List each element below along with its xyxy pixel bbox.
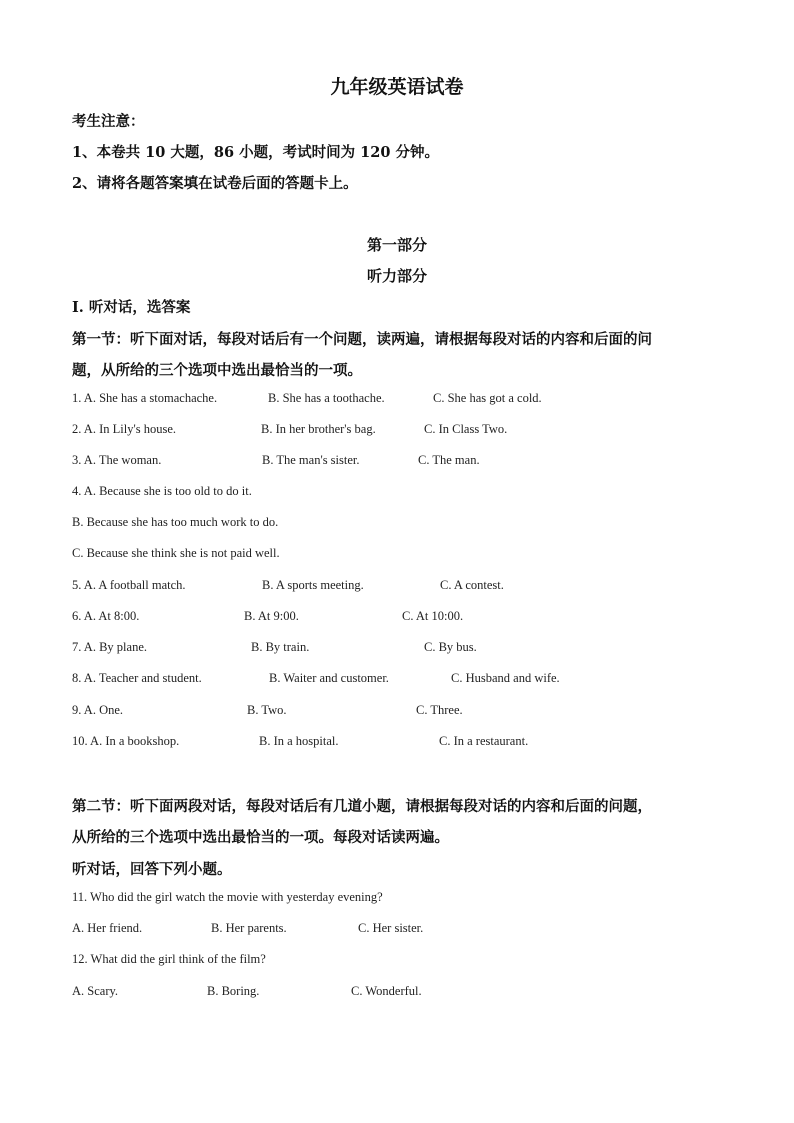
q12-option-c: C. Wonderful. xyxy=(351,984,422,998)
q2-option-c: C. In Class Two. xyxy=(424,422,508,436)
q3-option-a: 3. A. The woman. xyxy=(72,453,162,467)
q12-option-b: B. Boring. xyxy=(207,984,260,998)
q7-option-c: C. By bus. xyxy=(424,640,477,654)
section1-heading: I. 听对话，选答案 xyxy=(72,299,191,316)
q7-option-b: B. By train. xyxy=(251,640,310,654)
q4-option-b: B. Because she has too much work to do. xyxy=(72,515,279,529)
part-name: 第一部分 xyxy=(366,236,427,254)
section1-instruction-line2: 题，从所给的三个选项中选出最恰当的一项。 xyxy=(72,362,362,379)
q12-option-a: A. Scary. xyxy=(72,984,119,998)
q3-option-c: C. The man. xyxy=(418,453,480,467)
q9-option-a: 9. A. One. xyxy=(72,703,124,717)
q1-option-a: 1. A. She has a stomachache. xyxy=(72,391,218,405)
q11-option-b: B. Her parents. xyxy=(211,921,287,935)
notice-item-1: 1、本卷共 10 大题，86 小题，考试时间为 120 分钟。 xyxy=(72,144,439,161)
q8-option-b: B. Waiter and customer. xyxy=(269,671,389,685)
page-title: 九年级英语试卷 xyxy=(330,76,464,98)
section2-instruction-line1: 第二节：听下面两段对话，每段对话后有几道小题，请根据每段对话的内容和后面的问题， xyxy=(72,798,652,815)
section2-sub-heading: 听对话，回答下列小题。 xyxy=(72,861,232,878)
section2-instruction-line2: 从所给的三个选项中选出最恰当的一项。每段对话读两遍。 xyxy=(72,829,449,846)
notice-item-2: 2、请将各题答案填在试卷后面的答题卡上。 xyxy=(72,175,358,192)
notice-heading: 考生注意： xyxy=(72,113,145,130)
q12-question: 12. What did the girl think of the film? xyxy=(72,952,266,966)
q10-option-c: C. In a restaurant. xyxy=(439,734,529,748)
q10-option-a: 10. A. In a bookshop. xyxy=(72,734,180,748)
q8-option-a: 8. A. Teacher and student. xyxy=(72,671,202,685)
q5-option-a: 5. A. A football match. xyxy=(72,578,186,592)
q6-option-a: 6. A. At 8:00. xyxy=(72,609,140,623)
part-subname: 听力部分 xyxy=(366,267,427,285)
q6-option-b: B. At 9:00. xyxy=(244,609,299,623)
q9-option-c: C. Three. xyxy=(416,703,463,717)
q11-question: 11. Who did the girl watch the movie with yesterday evening? xyxy=(72,890,383,904)
q1-option-c: C. She has got a cold. xyxy=(433,391,542,405)
q6-option-c: C. At 10:00. xyxy=(402,609,464,623)
q2-option-b: B. In her brother's bag. xyxy=(261,422,376,436)
q3-option-b: B. The man's sister. xyxy=(262,453,360,467)
q4-option-c: C. Because she think she is not paid well. xyxy=(72,546,280,560)
q7-option-a: 7. A. By plane. xyxy=(72,640,147,654)
q8-option-c: C. Husband and wife. xyxy=(451,671,560,685)
q1-option-b: B. She has a toothache. xyxy=(268,391,385,405)
q5-option-c: C. A contest. xyxy=(440,578,504,592)
q10-option-b: B. In a hospital. xyxy=(259,734,339,748)
q11-option-c: C. Her sister. xyxy=(358,921,424,935)
q11-option-a: A. Her friend. xyxy=(72,921,143,935)
q5-option-b: B. A sports meeting. xyxy=(262,578,364,592)
q2-option-a: 2. A. In Lily's house. xyxy=(72,422,176,436)
q9-option-b: B. Two. xyxy=(247,703,287,717)
section1-instruction-line1: 第一节：听下面对话，每段对话后有一个问题，读两遍，请根据每段对话的内容和后面的问 xyxy=(72,331,652,348)
q4-option-a: 4. A. Because she is too old to do it. xyxy=(72,484,252,498)
